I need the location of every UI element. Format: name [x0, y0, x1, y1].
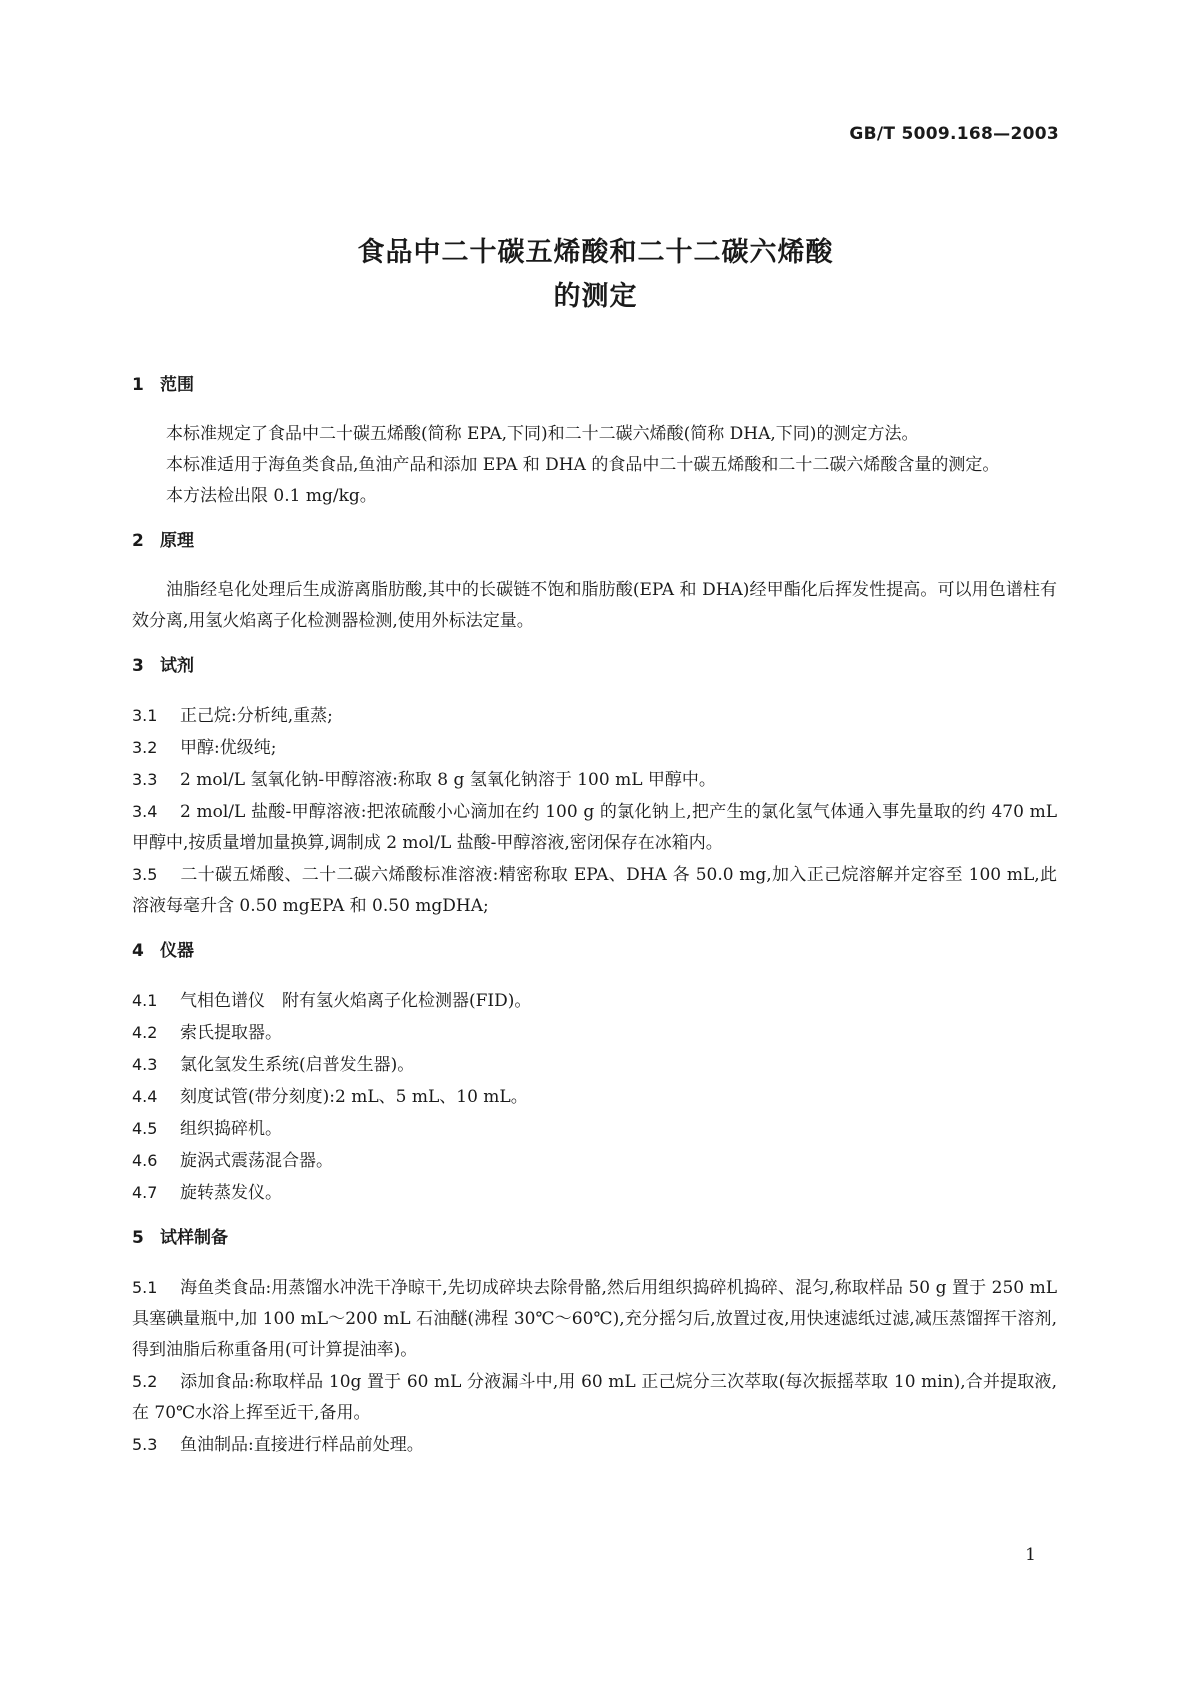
- list-item: 3.2 甲醇:优级纯;: [132, 738, 277, 758]
- document-body: [132, 370, 1057, 1461]
- list-item: 4.1 气相色谱仪 附有氢火焰离子化检测器(FID)。: [132, 991, 532, 1011]
- list-item: 4.7 旋转蒸发仪。: [132, 1183, 282, 1203]
- section-heading-principle: 2 原理: [132, 531, 194, 551]
- list-item: 3.3 2 mol/L 氢氧化钠-甲醇溶液:称取 8 g 氢氧化钠溶于 100 mL 甲醇中。: [132, 770, 716, 790]
- list-item: 3.1 正己烷:分析纯,重蒸;: [132, 706, 333, 726]
- section-heading-sample-preparation: 5 试样制备: [132, 1228, 228, 1248]
- paragraph: 油脂经皂化处理后生成游离脂肪酸,其中的长碳链不饱和脂肪酸(EPA 和 DHA)经甲酯化后挥发性提高。可以用色谱柱有效分离,用氢火焰离子化检测器检测,使用外标法定量。: [132, 580, 1057, 631]
- list-item: 4.2 索氏提取器。: [132, 1023, 282, 1043]
- section-heading-apparatus: 4 仪器: [132, 941, 194, 961]
- paragraph: 本标准规定了食品中二十碳五烯酸(简称 EPA,下同)和二十二碳六烯酸(简称 DHA,下同)的测定方法。: [166, 424, 919, 444]
- document-title-line2: 的测定: [553, 281, 638, 312]
- standard-number: GB/T 5009.168—2003: [849, 124, 1059, 144]
- list-item: 4.5 组织捣碎机。: [132, 1119, 282, 1139]
- list-item: 5.2 添加食品:称取样品 10g 置于 60 mL 分液漏斗中,用 60 mL 正己烷分三次萃取(每次振摇萃取 10 min),合并提取液,在 70℃水浴上挥至近干,备用。: [132, 1372, 1057, 1423]
- paragraph: 本标准适用于海鱼类食品,鱼油产品和添加 EPA 和 DHA 的食品中二十碳五烯酸和二十二碳六烯酸含量的测定。: [166, 455, 1000, 475]
- section-heading-reagents: 3 试剂: [132, 656, 194, 676]
- document-title-line1: 食品中二十碳五烯酸和二十二碳六烯酸: [357, 237, 834, 268]
- paragraph: 本方法检出限 0.1 mg/kg。: [166, 486, 377, 506]
- list-item: 5.1 海鱼类食品:用蒸馏水冲洗干净晾干,先切成碎块去除骨骼,然后用组织捣碎机捣碎、混匀,称取样品 50 g 置于 250 mL 具塞碘量瓶中,加 100 mL～200 mL 石油醚(沸程 30℃～60℃),充分摇匀后,放置过夜,用快速滤纸过滤,减压蒸馏挥干溶剂,得到油脂后称重备用(可计算提油率)。: [132, 1278, 1057, 1360]
- list-item: 3.5 二十碳五烯酸、二十二碳六烯酸标准溶液:精密称取 EPA、DHA 各 50.0 mg,加入正己烷溶解并定容至 100 mL,此溶液每毫升含 0.50 mgEPA 和 0.50 mgDHA;: [132, 865, 1057, 916]
- list-item: 4.6 旋涡式震荡混合器。: [132, 1151, 333, 1171]
- list-item: 5.3 鱼油制品:直接进行样品前处理。: [132, 1435, 424, 1455]
- list-item: 4.3 氯化氢发生系统(启普发生器)。: [132, 1055, 415, 1075]
- list-item: 4.4 刻度试管(带分刻度):2 mL、5 mL、10 mL。: [132, 1087, 528, 1107]
- page-number: 1: [1025, 1545, 1036, 1565]
- list-item: 3.4 2 mol/L 盐酸-甲醇溶液:把浓硫酸小心滴加在约 100 g 的氯化钠上,把产生的氯化氢气体通入事先量取的约 470 mL 甲醇中,按质量增加量换算,调制成 2 mol/L 盐酸-甲醇溶液,密闭保存在冰箱内。: [132, 802, 1057, 853]
- section-heading-scope: 1 范围: [132, 375, 194, 395]
